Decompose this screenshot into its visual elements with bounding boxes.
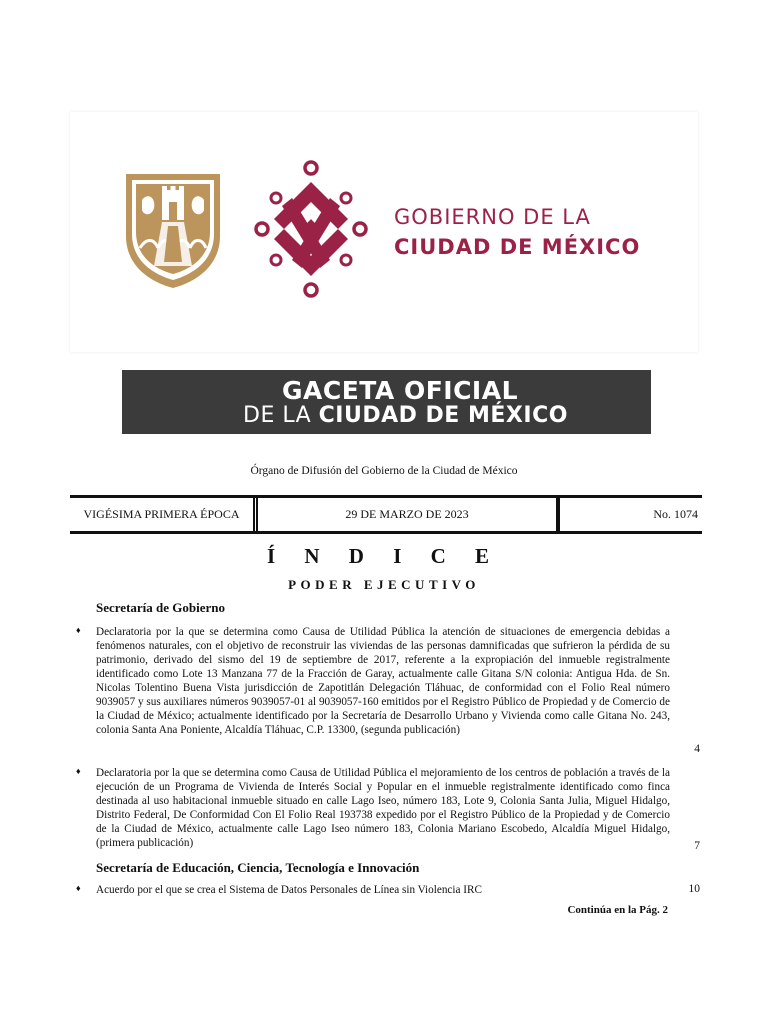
cdmx-knot-logo-icon [252,158,370,300]
index-entry [76,766,700,856]
issue-info-bar [70,495,702,535]
organo-difusion: Órgano de Difusión del Gobierno de la Ciudad de México [250,465,518,477]
gaceta-subtitle-prefix: DE LA [243,403,319,428]
entry-text: Declaratoria por la que se determina como Causa de Utilidad Pública el mejoramiento de los centros de población a través de la ejecución de un Programa de Vivienda de Interés Social y Popular en el inmueble registralmente identificado como finca destinada al uso habitacional inmueble situado en calle Lago Iseo, número 183, Lote 9, Colonia Santa Julia, Miguel Hidalgo, Distrito Federal, De Conformidad Con El Folio Real 193738 expedido por el Registro Público de la Propiedad y de Comercio de la Ciudad de México, actualmente calle Lago Iseo número 183, Colonia Mariano Escobedo, Alcaldía Miguel Hidalgo, (primera publicación) [96,767,670,849]
index-entry [76,883,700,899]
diamond-bullet-icon: ♦ [76,766,81,776]
fecha-cell: 29 DE MARZO DE 2023 [256,498,558,531]
epoca-cell: VIGÉSIMA PRIMERA ÉPOCA [70,498,255,531]
section-title: Secretaría de Educación, Ciencia, Tecnología e Innovación [96,860,420,875]
gaceta-title: GACETA OFICIAL [282,376,519,405]
diamond-bullet-icon: ♦ [76,883,81,893]
cdmx-shield-icon [122,170,224,290]
entry-text: Declaratoria por la que se determina como Causa de Utilidad Pública la atención de situaciones de emergencia debidas a fenómenos naturales, con el objetivo de reconstruir las viviendas de las personas damnificadas que sufrieron la pérdida de su patrimonio, derivado del sismo del 19 de septiembre de 2017, referente a la expropiación del inmueble registralmente identificado como Lote 13 Manzana 77 de la Fracción de Garay, actualmente calle Gitana S/N colonia: Antigua Hda. de Sn. Nicolas Tolentino Buena Vista jurisdicción de Zapotitlán Delegación Tláhuac, de conformidad con el Folio Real número 9039057 y sus auxiliares números 9039057-01 al 9039057-160 emitidos por el Registro Público de Propiedad y de Comercio de la Ciudad de México; actualmente identificado por la Secretaría de Desarrollo Urbano y Vivienda como calle Gitana No. 243, colonia Santa Ana Poniente, Alcaldía Tláhuac, C.P. 13300, (segunda publicación) [96,626,670,736]
numero-cell: No. 1074 [558,498,702,531]
continua-link: Continúa en la Pág. 2 [567,904,668,916]
gaceta-subtitle-bold: CIUDAD DE MÉXICO [318,403,568,428]
entry-page-number: 4 [694,743,700,755]
section-title: Secretaría de Gobierno [96,600,226,615]
index-entry [76,625,700,760]
government-name-line2: CIUDAD DE MÉXICO [394,235,641,259]
government-name [394,202,640,262]
indice-title: Í N D I C E [266,544,502,568]
entry-text: Acuerdo por el que se crea el Sistema de Datos Personales de Línea sin Violencia IRC [96,884,482,896]
gaceta-subtitle [243,403,568,428]
gaceta-banner [122,370,651,434]
entry-page-number: 10 [688,883,700,895]
poder-ejecutivo-title: PODER EJECUTIVO [288,577,480,592]
info-bar-bottom-rule [70,531,702,534]
diamond-bullet-icon: ♦ [76,625,81,635]
entry-page-number: 7 [694,840,700,852]
government-name-line1: GOBIERNO DE LA [394,205,591,229]
